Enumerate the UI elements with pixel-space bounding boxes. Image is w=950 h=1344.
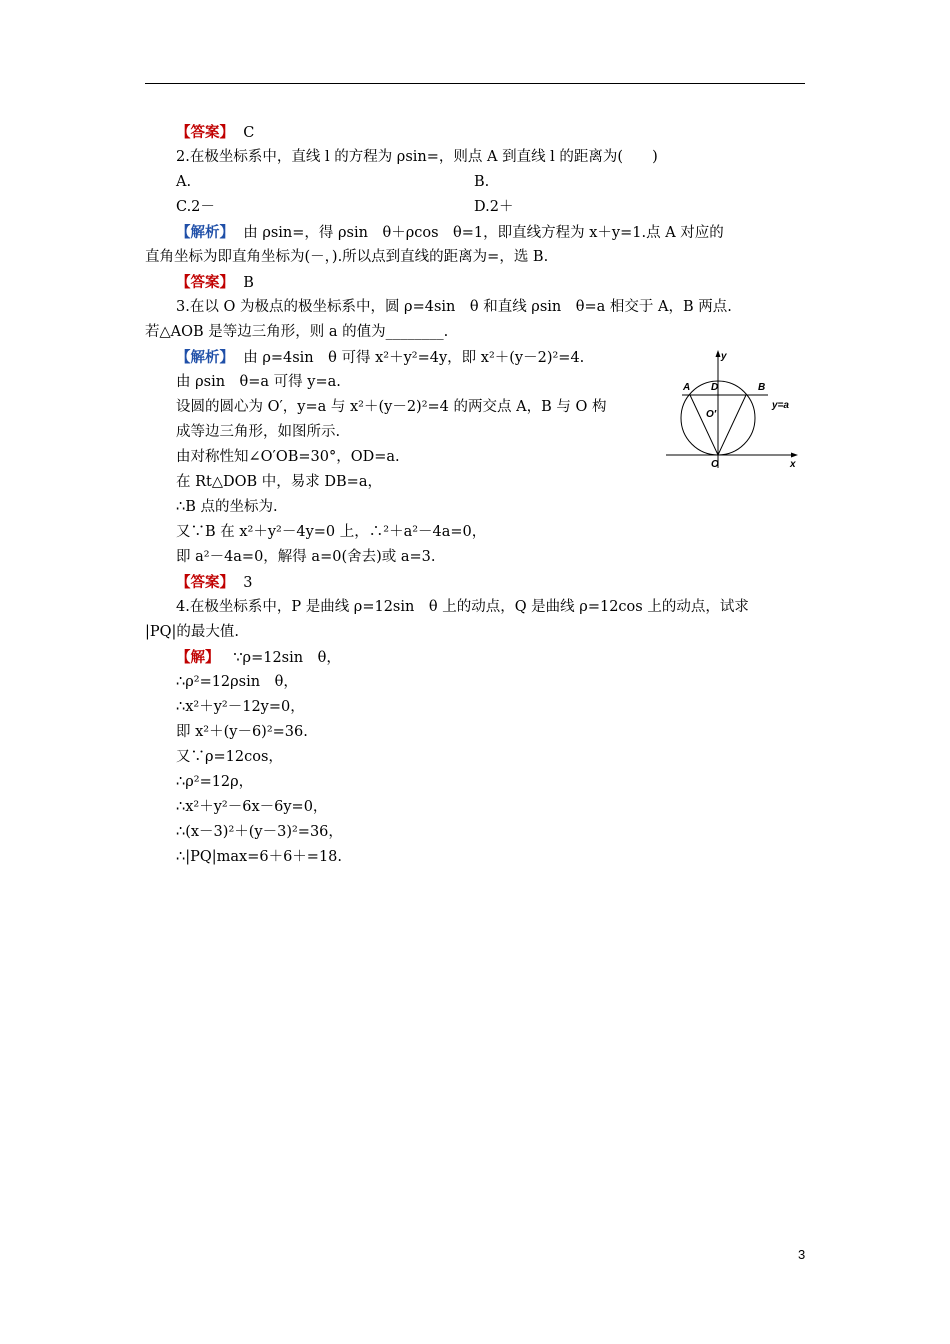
q4-solution-line3: ∴x²＋y²－12y=0，: [176, 699, 305, 715]
analysis-tag: 【解析】: [176, 224, 234, 241]
header-rule: [145, 83, 805, 84]
q2-stem: 2.在极坐标系中，直线 l 的方程为 ρsin=，则点 A 到直线 l 的距离为( ): [176, 149, 658, 165]
q4-solution-line4: 即 x²＋(y－6)²=36.: [176, 724, 308, 740]
q4-stem-line1: 4.在极坐标系中，P 是曲线 ρ=12sin θ 上的动点，Q 是曲线 ρ=12cos 上的动点，试求: [176, 599, 749, 615]
answer-value: B: [243, 275, 254, 291]
q4-solution-line2: ∴ρ²=12ρsin θ，: [176, 674, 298, 690]
q2-option-c: C.2－: [176, 199, 215, 215]
q4-solution-line5: 又∵ρ=12cos，: [176, 749, 283, 765]
label-line: y=a: [772, 400, 789, 411]
label-b: B: [758, 382, 766, 393]
answer-value: C: [243, 125, 255, 141]
q2-analysis-line1: [176, 220, 724, 246]
answer-tag: 【答案】: [176, 274, 234, 291]
solution-text: ∵ρ=12sin θ，: [233, 650, 341, 666]
q3-analysis-line3: 设圆的圆心为 O′，y=a 与 x²＋(y－2)²=4 的两交点 A，B 与 O 构: [176, 399, 607, 415]
page-number: 3: [798, 1247, 806, 1262]
q4-solution-line7: ∴x²＋y²－6x－6y=0，: [176, 799, 328, 815]
q2-option-a: A.: [176, 174, 192, 190]
label-d: D: [711, 382, 719, 393]
analysis-text: 由 ρsin=，得 ρsin θ＋ρcos θ=1，即直线方程为 x＋y=1.点 A 对应的: [243, 225, 724, 241]
q4-stem-line2: |PQ|的最大值.: [145, 624, 240, 640]
answer-value: 3: [243, 575, 253, 591]
q2-option-d: D.2＋: [474, 199, 514, 215]
q2-option-b: B.: [474, 174, 490, 190]
q3-analysis-line9: 即 a²－4a=0，解得 a=0(舍去)或 a=3.: [176, 549, 436, 565]
q1-answer-line: [176, 120, 254, 146]
x-axis-arrow: [791, 453, 798, 458]
label-a: A: [683, 382, 691, 393]
q3-figure: [664, 348, 804, 470]
q3-analysis-line2: 由 ρsin θ=a 可得 y=a.: [176, 374, 341, 390]
q3-analysis-line5: 由对称性知∠O′OB=30°，OD=a.: [176, 449, 400, 465]
label-x: x: [790, 459, 796, 470]
q3-stem-line1: 3.在以 O 为极点的极坐标系中，圆 ρ=4sin θ 和直线 ρsin θ=a 相交于 A，B 两点.: [176, 299, 732, 315]
analysis-tag: 【解析】: [176, 349, 234, 366]
q3-analysis-line7: ∴B 点的坐标为.: [176, 499, 278, 515]
q3-stem-line2: 若△AOB 是等边三角形，则 a 的值为________.: [145, 324, 449, 340]
label-o-prime: O′: [706, 409, 717, 420]
y-axis-arrow: [716, 350, 721, 357]
q2-answer-line: [176, 270, 254, 296]
q4-solution-line6: ∴ρ²=12ρ，: [176, 774, 254, 790]
analysis-text: 由 ρ=4sin θ 可得 x²＋y²=4y，即 x²＋(y－2)²=4.: [243, 350, 585, 366]
q4-solution-line1: [176, 645, 341, 671]
label-y: y: [721, 351, 727, 362]
q3-answer-line: [176, 570, 252, 596]
answer-tag: 【答案】: [176, 124, 234, 141]
label-o: O: [711, 459, 719, 470]
q3-analysis-line6: 在 Rt△DOB 中，易求 DB=a，: [176, 474, 382, 490]
answer-tag: 【答案】: [176, 574, 234, 591]
q3-analysis-line8: 又∵B 在 x²＋y²－4y=0 上，∴²＋a²－4a=0，: [176, 524, 487, 540]
q4-solution-line9: ∴|PQ|max=6＋6＋=18.: [176, 849, 343, 865]
q2-analysis-line2: 直角坐标为即直角坐标为(－，).所以点到直线的距离为=，选 B.: [145, 249, 549, 265]
q4-solution-line8: ∴(x－3)²＋(y－3)²=36，: [176, 824, 343, 840]
q3-analysis-line1: [176, 345, 584, 371]
solution-tag: 【解】: [176, 649, 220, 666]
q3-analysis-line4: 成等边三角形，如图所示.: [176, 424, 341, 440]
